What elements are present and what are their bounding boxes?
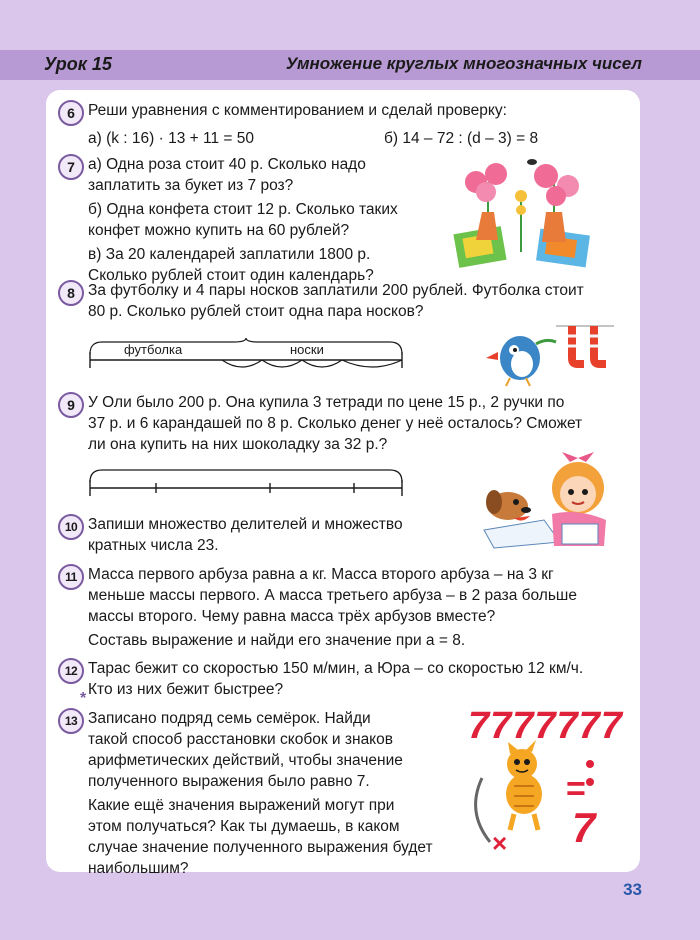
task-13-line4: полученного выражения было равно 7. bbox=[88, 773, 370, 790]
task-7-b-line2: конфет можно купить на 60 рублей? bbox=[88, 222, 350, 239]
task-8-line1: За футболку и 4 пары носков заплатили 200 рублей. Футболка стоит bbox=[88, 282, 584, 299]
task-13-star: * bbox=[80, 690, 87, 707]
task-7-c-line2: Сколько рублей стоит один календарь? bbox=[88, 267, 374, 284]
task-12-line2: Кто из них бежит быстрее? bbox=[88, 681, 284, 698]
task-number-9: 9 bbox=[58, 392, 84, 418]
task-7-a-line1: а) Одна роза стоит 40 р. Сколько надо bbox=[88, 156, 366, 173]
big-seven: 7 bbox=[572, 804, 596, 851]
task-12-line1: Тарас бежит со скоростью 150 м/мин, а Юра – со скоростью 12 км/ч. bbox=[88, 660, 584, 677]
task-8-line2: 80 р. Сколько рублей стоит одна пара носков? bbox=[88, 303, 424, 320]
task-11-line4: Составь выражение и найди его значение при a = 8. bbox=[88, 632, 466, 649]
task-7-c-line1: в) За 20 календарей заплатили 1800 р. bbox=[88, 246, 371, 263]
task-13-line5: Какие ещё значения выражений могут при bbox=[88, 797, 395, 814]
task-6-text: Реши уравнения с комментированием и сделай проверку: bbox=[88, 102, 507, 119]
task-13-line6: этом получаться? Как ты думаешь, в каком bbox=[88, 818, 400, 835]
task-9-line2: 37 р. и 6 карандашей по 8 р. Сколько денег у неё осталось? Сможет bbox=[88, 415, 583, 432]
content-panel bbox=[46, 90, 640, 877]
task-number-12: 12 bbox=[58, 658, 84, 684]
total-brace bbox=[90, 470, 402, 482]
multiply-sign: × bbox=[492, 828, 508, 852]
task-6-equation-b: б) 14 – 72 : (d – 3) = 8 bbox=[384, 130, 539, 147]
task-10-line2: кратных числа 23. bbox=[88, 537, 219, 554]
lesson-number: Урок 15 bbox=[44, 54, 112, 74]
sevens-cat-illustration bbox=[464, 702, 626, 852]
task-13-line1: Записано подряд семь семёрок. Найди bbox=[88, 710, 371, 727]
page-number: 33 bbox=[623, 880, 642, 899]
task-13-line2: такой способ расстановки скобок и знаков bbox=[88, 731, 393, 748]
task-number-7: 7 bbox=[58, 154, 84, 180]
task-10-line1: Запиши множество делителей и множество bbox=[88, 516, 403, 533]
task-6-equation-a: а) (k : 16) · 13 + 11 = 50 bbox=[88, 130, 254, 147]
task-9-line3: ли она купить на них шоколадку за 32 р.? bbox=[88, 436, 388, 453]
task-13-line8: наибольшим? bbox=[88, 860, 189, 877]
task-11-line2: меньше массы первого. А масса третьего арбуза – в 2 раза больше bbox=[88, 587, 577, 604]
task-13-line7: случае значение полученного выражения будет bbox=[88, 839, 433, 856]
equals-sign: = bbox=[566, 770, 586, 808]
bird-socks-illustration bbox=[486, 318, 616, 388]
label-tshirt: футболка bbox=[124, 342, 183, 357]
socks-brace bbox=[246, 338, 402, 354]
dog-girl-illustration bbox=[474, 450, 624, 550]
task-9-line1: У Оли было 200 р. Она купила 3 тетради по цене 15 р., 2 ручки по bbox=[88, 394, 565, 411]
task-13-line3: арифметических действий, чтобы значение bbox=[88, 752, 403, 769]
task-number-11: 11 bbox=[58, 564, 84, 590]
task-11-line3: массы второго. Чему равна масса трёх арбузов вместе? bbox=[88, 608, 496, 625]
task-number-8: 8 bbox=[58, 280, 84, 306]
task-number-6: 6 bbox=[58, 100, 84, 126]
task-9-segment-diagram bbox=[84, 464, 414, 500]
task-7-b-line1: б) Одна конфета стоит 12 р. Сколько таких bbox=[88, 201, 398, 218]
task-7-a-line2: заплатить за букет из 7 роз? bbox=[88, 177, 294, 194]
task-11-line1: Масса первого арбуза равна a кг. Масса второго арбуза – на 3 кг bbox=[88, 566, 554, 583]
seven-sevens-text: 7777777 bbox=[468, 705, 623, 747]
lesson-header bbox=[0, 50, 700, 80]
label-socks: носки bbox=[290, 342, 324, 357]
task-number-10: 10 bbox=[58, 514, 84, 540]
lesson-topic: Умножение круглых многозначных чисел bbox=[285, 54, 642, 73]
task-number-13: 13 bbox=[58, 708, 84, 734]
task-8-segment-diagram bbox=[84, 338, 414, 378]
flowers-illustration bbox=[446, 152, 596, 272]
